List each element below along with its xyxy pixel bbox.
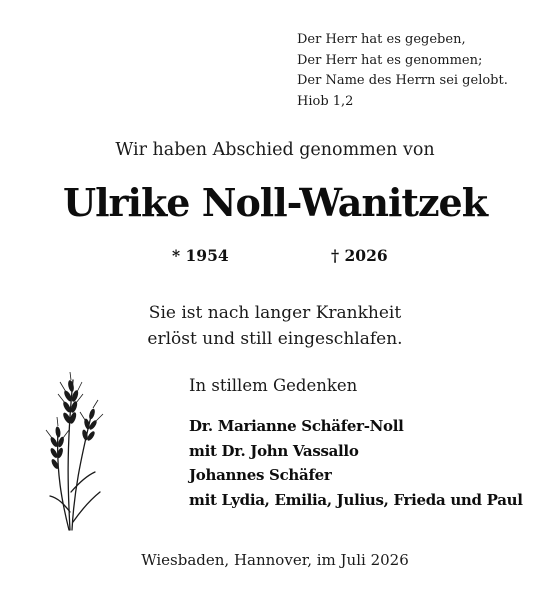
intro-text: Wir haben Abschied genommen von xyxy=(115,140,435,160)
verse-line: Der Herr hat es genommen; xyxy=(297,52,483,68)
wheat-icon xyxy=(40,372,110,532)
remembrance-heading: In stillem Gedenken xyxy=(189,376,358,395)
phrase-line: Sie ist nach langer Krankheit xyxy=(148,303,402,323)
mourner-line: mit Dr. John Vassallo xyxy=(189,441,359,460)
mourners-list xyxy=(189,414,523,512)
bible-verse xyxy=(297,30,508,112)
phrase-line: erlöst und still eingeschlafen. xyxy=(147,329,403,349)
mourner-line: Dr. Marianne Schäfer-Noll xyxy=(189,417,404,435)
farewell-phrase xyxy=(0,300,550,352)
verse-line: Der Name des Herrn sei gelobt. xyxy=(297,73,508,88)
deceased-name: Ulrike Noll-Wanitzek xyxy=(62,180,488,225)
death-year: † 2026 xyxy=(331,246,388,265)
mourner-line: mit Lydia, Emilia, Julius, Frieda und Paul xyxy=(189,490,523,509)
verse-reference: Hiob 1,2 xyxy=(297,93,354,109)
birth-year: * 1954 xyxy=(172,246,229,265)
mourner-line: Johannes Schäfer xyxy=(189,466,332,484)
verse-line: Der Herr hat es gegeben, xyxy=(297,32,466,47)
place-and-date: Wiesbaden, Hannover, im Juli 2026 xyxy=(141,551,409,569)
